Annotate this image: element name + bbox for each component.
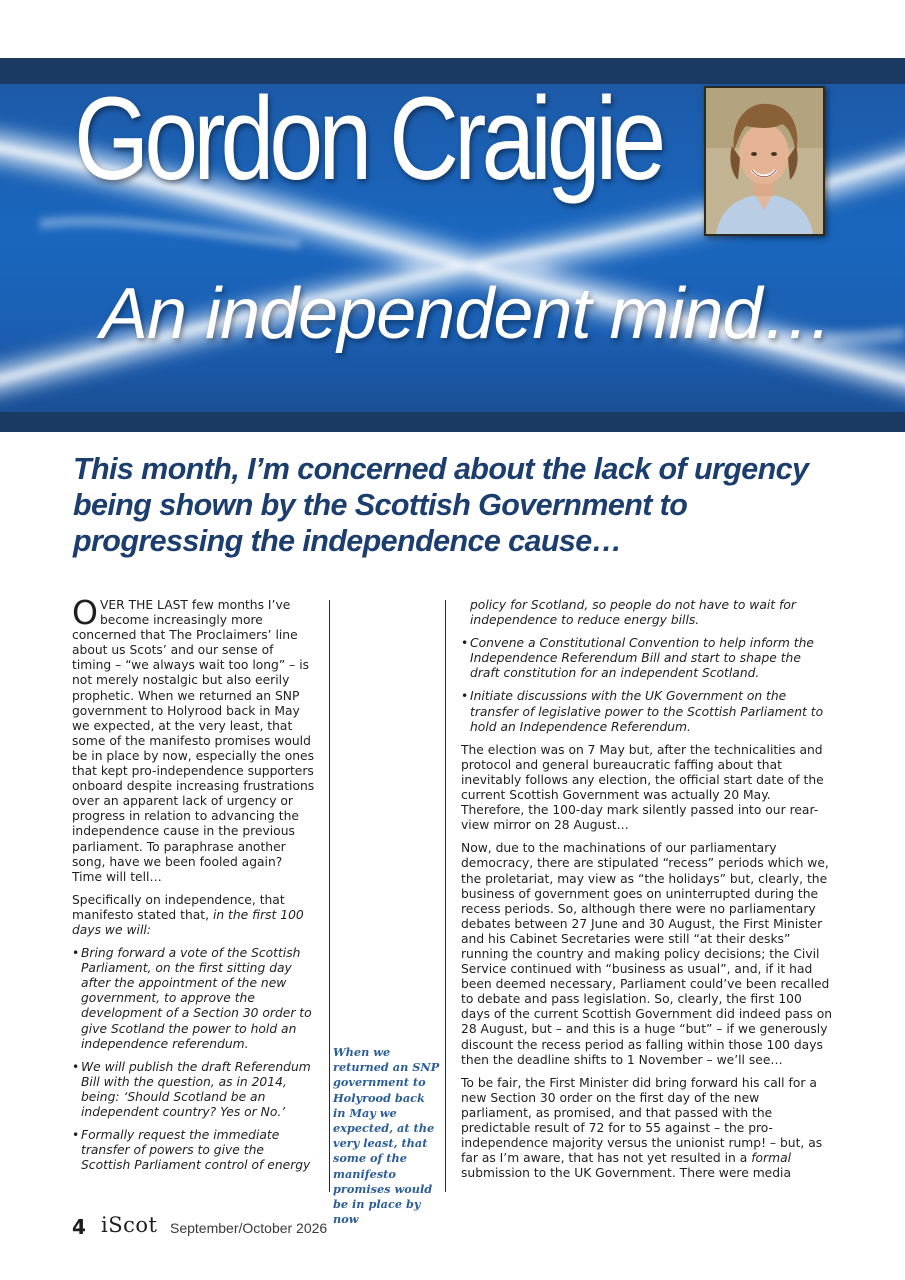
- author-name-title: Gordon Craigie: [74, 73, 662, 205]
- opening-body-text: I’ve become increasingly more concerned that The Proclaimers’ line about us Scots’ and our sense of timing – “we always wait too long” – is not merely nostalgic but also eerily prophetic. When we returned an SNP government to Holyrood back in May we expected, at the very least, that some of the manifesto promises would be in place by now, especially the ones that kept pro-independence supporters onboard despite increasing frustrations over an apparent lack of urgency or progress in relation to advancing the independence cause in the previous parliament. To paraphrase another song, have we been fooled again? Time will tell…: [72, 598, 315, 884]
- article-column-left: [72, 593, 316, 1181]
- body-paragraph: The election was on 7 May but, after the technicalities and protocol and general bureaucratic faffing about that inevitably follows any election, the official start date of the current Scottish Government was actually 20 May. Therefore, the 100-day mark silently passed into our rear-view mirror on 28 August…: [461, 742, 824, 833]
- column-tagline: An independent mind…: [100, 274, 833, 354]
- issue-date: September/October 2026: [170, 1220, 328, 1236]
- body-paragraph: Now, due to the machinations of our parliamentary democracy, there are stipulated “recess” periods which we, the proletariat, may view as “the holidays” but, clearly, the business of government goes on uninterrupted during the recess periods. So, although there were no parliamentary debates between 27 June and 30 August, the First Minister and his Cabinet Secretaries were still “at their desks” running the country and making policy decisions; the Civil Service continued with “business as usual”, and, if it had been deemed necessary, Parliament could’ve been recalled to debate and pass legislation. So, clearly, the first 100 days of the current Scottish Government did indeed pass on 28 August, but – and this is a huge “but” – if we generously discount the recess period as falling within those 100 days then the deadline shifts to 1 November – we’ll see…: [461, 841, 833, 1067]
- header-banner: [0, 58, 905, 432]
- pull-quote: When we returned an SNP government to Holyrood back in May we expected, at the very least, that some of the manifesto promises would be in place by now: [333, 1045, 440, 1227]
- magazine-logo: iScot: [101, 1213, 158, 1237]
- body-text: submission to the UK Government. There were media: [461, 1166, 791, 1181]
- manifesto-bullet-list-continued: [461, 598, 833, 735]
- opening-paragraph: [72, 593, 316, 885]
- author-portrait-photo: [704, 86, 825, 236]
- manifesto-bullet-continuation: policy for Scotland, so people do not have to wait for independence to reduce energy bills.: [470, 598, 796, 628]
- body-text: To be fair, the First Minister did bring forward his call for a new Section 30 order on the first day of the new parliament, as promised, and that passed with the predictable result of 72 for to 55 against – the pro-independence majority versus the unionist rump! – but, as far as I’m aware, that has not yet resulted in a: [461, 1075, 823, 1166]
- manifesto-intro-paragraph: [72, 893, 316, 938]
- manifesto-bullet: • Formally request the immediate transfer of powers to give the Scottish Parliament control of energy: [72, 1128, 316, 1173]
- page-number: 4: [72, 1215, 86, 1239]
- manifesto-bullet: • Bring forward a vote of the Scottish Parliament, on the first sitting day after the appointment of the new government, to approve the development of a Section 30 order to give Scotland the power to hold an independence referendum.: [72, 946, 316, 1052]
- article-column-right: [461, 598, 833, 1189]
- manifesto-intro-italic: in the first 100 days we will:: [72, 907, 304, 937]
- column-divider-right: [445, 600, 446, 1192]
- manifesto-bullet: • We will publish the draft Referendum Bill with the question, as in 2014, being: ‘Should Scotland be an independent country? Yes or No.’: [72, 1060, 316, 1120]
- drop-cap: O: [72, 593, 98, 632]
- manifesto-bullet: • Convene a Constitutional Convention to help inform the Independence Referendum Bill and start to shape the draft constitution for an independent Scotland.: [461, 636, 833, 681]
- opening-caps-text: VER THE LAST few months: [99, 598, 265, 612]
- standfirst-headline: This month, I’m concerned about the lack of urgency being shown by the Scottish Government to progressing the independence cause…: [73, 452, 809, 558]
- manifesto-intro-text: Specifically on independence, that manifesto stated that,: [72, 892, 285, 922]
- body-text-italic: formal: [751, 1151, 792, 1166]
- body-paragraph: [461, 1076, 833, 1182]
- column-divider-left: [329, 600, 330, 1192]
- manifesto-bullet: • Initiate discussions with the UK Government on the transfer of legislative power to the Scottish Parliament to hold an Independence Referendum.: [461, 689, 833, 734]
- manifesto-bullet-list: [72, 946, 316, 1173]
